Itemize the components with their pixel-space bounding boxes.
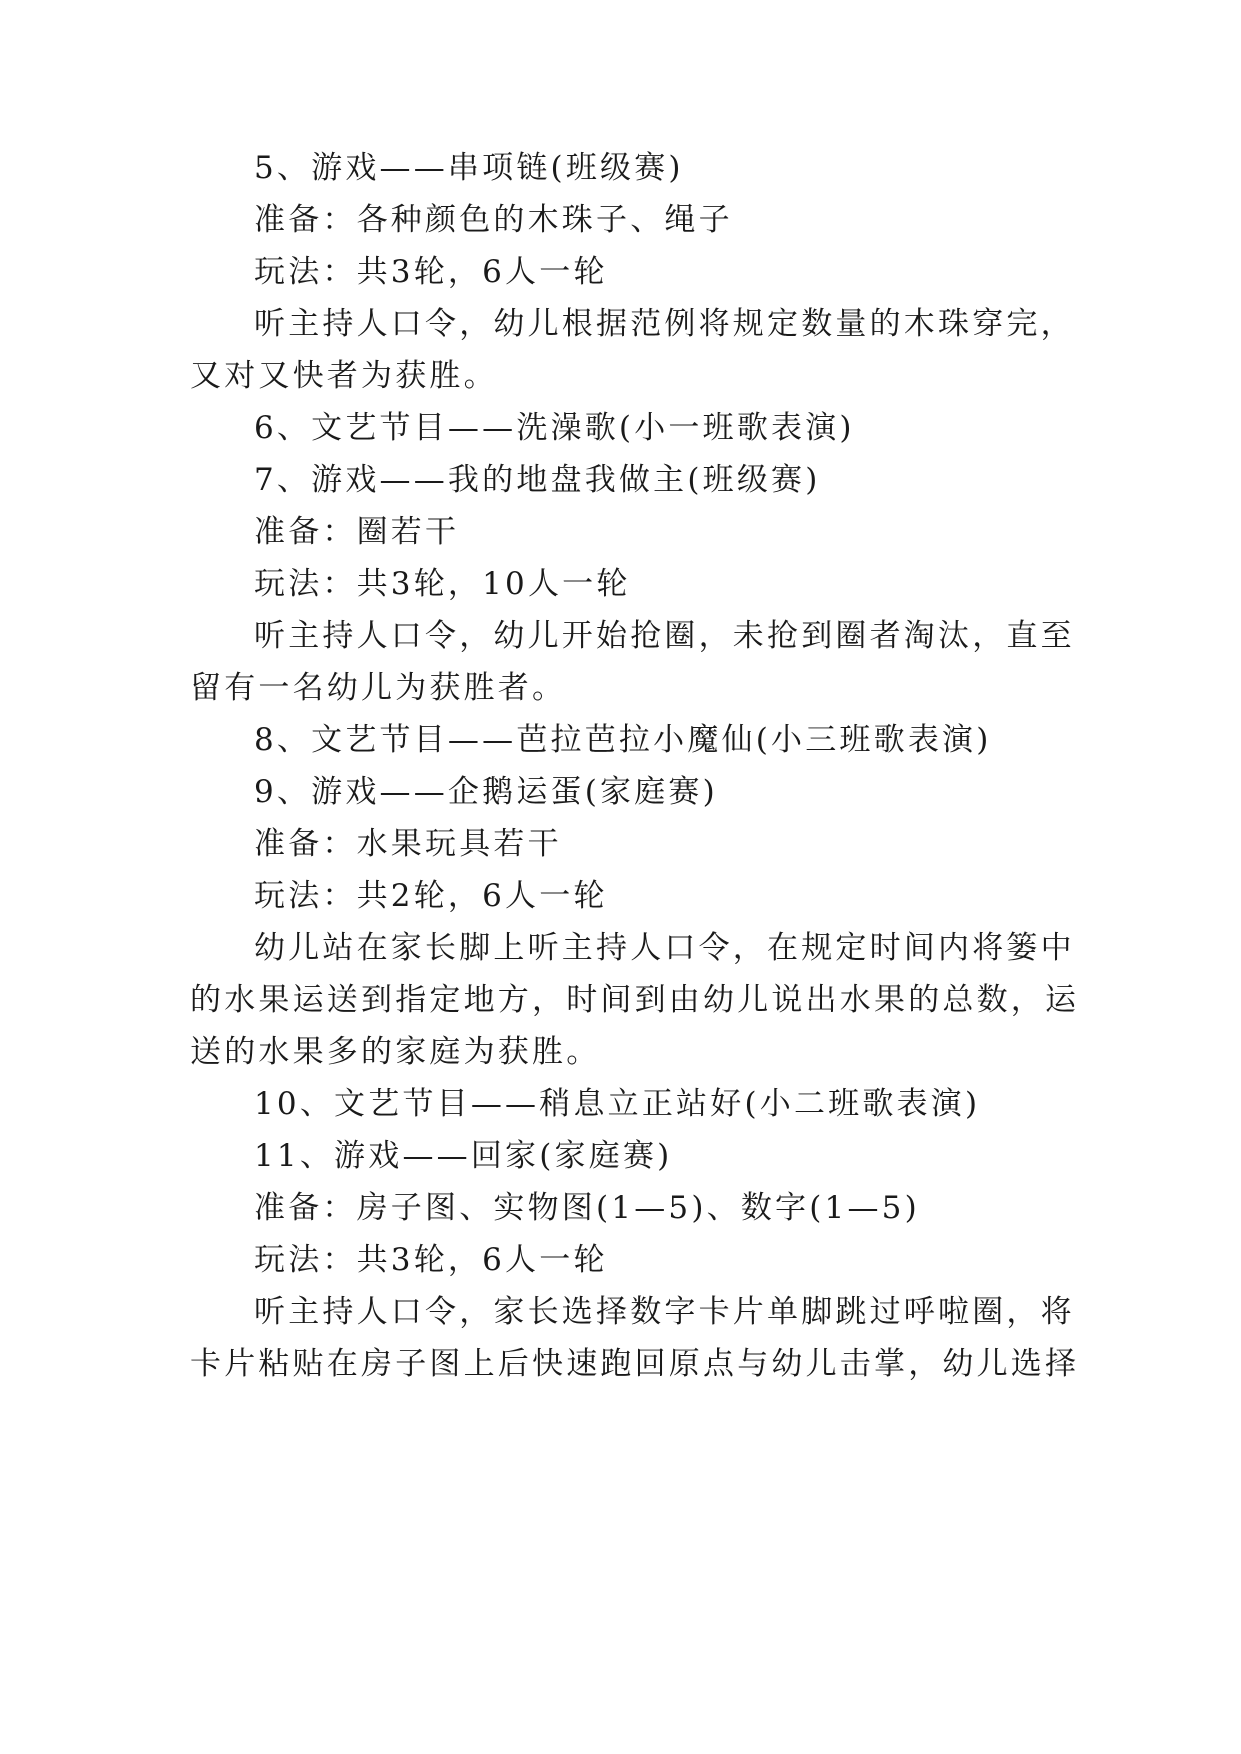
section-9-heading: 9、游戏——企鹅运蛋(家庭赛) (254, 774, 718, 810)
section-11-description-line-2: 卡片粘贴在房子图上后快速跑回原点与幼儿击掌，幼儿选择 (190, 1346, 1080, 1382)
section-9-description-line-1: 幼儿站在家长脚上听主持人口令，在规定时间内将篓中 (254, 930, 1075, 966)
section-9-preparation: 准备：水果玩具若干 (254, 826, 562, 862)
section-7-rules: 玩法：共3轮，10人一轮 (254, 566, 631, 602)
section-7-preparation: 准备：圈若干 (254, 514, 460, 550)
section-7-description-line-2: 留有一名幼儿为获胜者。 (190, 670, 567, 706)
section-8-heading: 8、文艺节目——芭拉芭拉小魔仙(小三班歌表演) (254, 722, 992, 758)
section-11-rules: 玩法：共3轮，6人一轮 (254, 1242, 608, 1278)
section-7-heading: 7、游戏——我的地盘我做主(班级赛) (254, 462, 821, 498)
section-11-description-line-1: 听主持人口令，家长选择数字卡片单脚跳过呼啦圈，将 (254, 1294, 1075, 1330)
section-10-heading: 10、文艺节目——稍息立正站好(小二班歌表演) (254, 1086, 981, 1122)
section-9-description-line-3: 送的水果多的家庭为获胜。 (190, 1034, 601, 1070)
section-5-description-line-2: 又对又快者为获胜。 (190, 358, 498, 394)
section-6-heading: 6、文艺节目——洗澡歌(小一班歌表演) (254, 410, 855, 446)
section-5-description-line-1: 听主持人口令，幼儿根据范例将规定数量的木珠穿完， (254, 306, 1075, 342)
section-5-heading: 5、游戏——串项链(班级赛) (254, 150, 684, 186)
section-9-description-line-2: 的水果运送到指定地方，时间到由幼儿说出水果的总数，运 (190, 982, 1080, 1018)
section-11-heading: 11、游戏——回家(家庭赛) (254, 1138, 673, 1174)
section-9-rules: 玩法：共2轮，6人一轮 (254, 878, 608, 914)
section-5-rules: 玩法：共3轮，6人一轮 (254, 254, 608, 290)
section-5-preparation: 准备：各种颜色的木珠子、绳子 (254, 202, 733, 238)
section-7-description-line-1: 听主持人口令，幼儿开始抢圈，未抢到圈者淘汰，直至 (254, 618, 1075, 654)
section-11-preparation: 准备：房子图、实物图(1—5)、数字(1—5) (254, 1190, 920, 1226)
